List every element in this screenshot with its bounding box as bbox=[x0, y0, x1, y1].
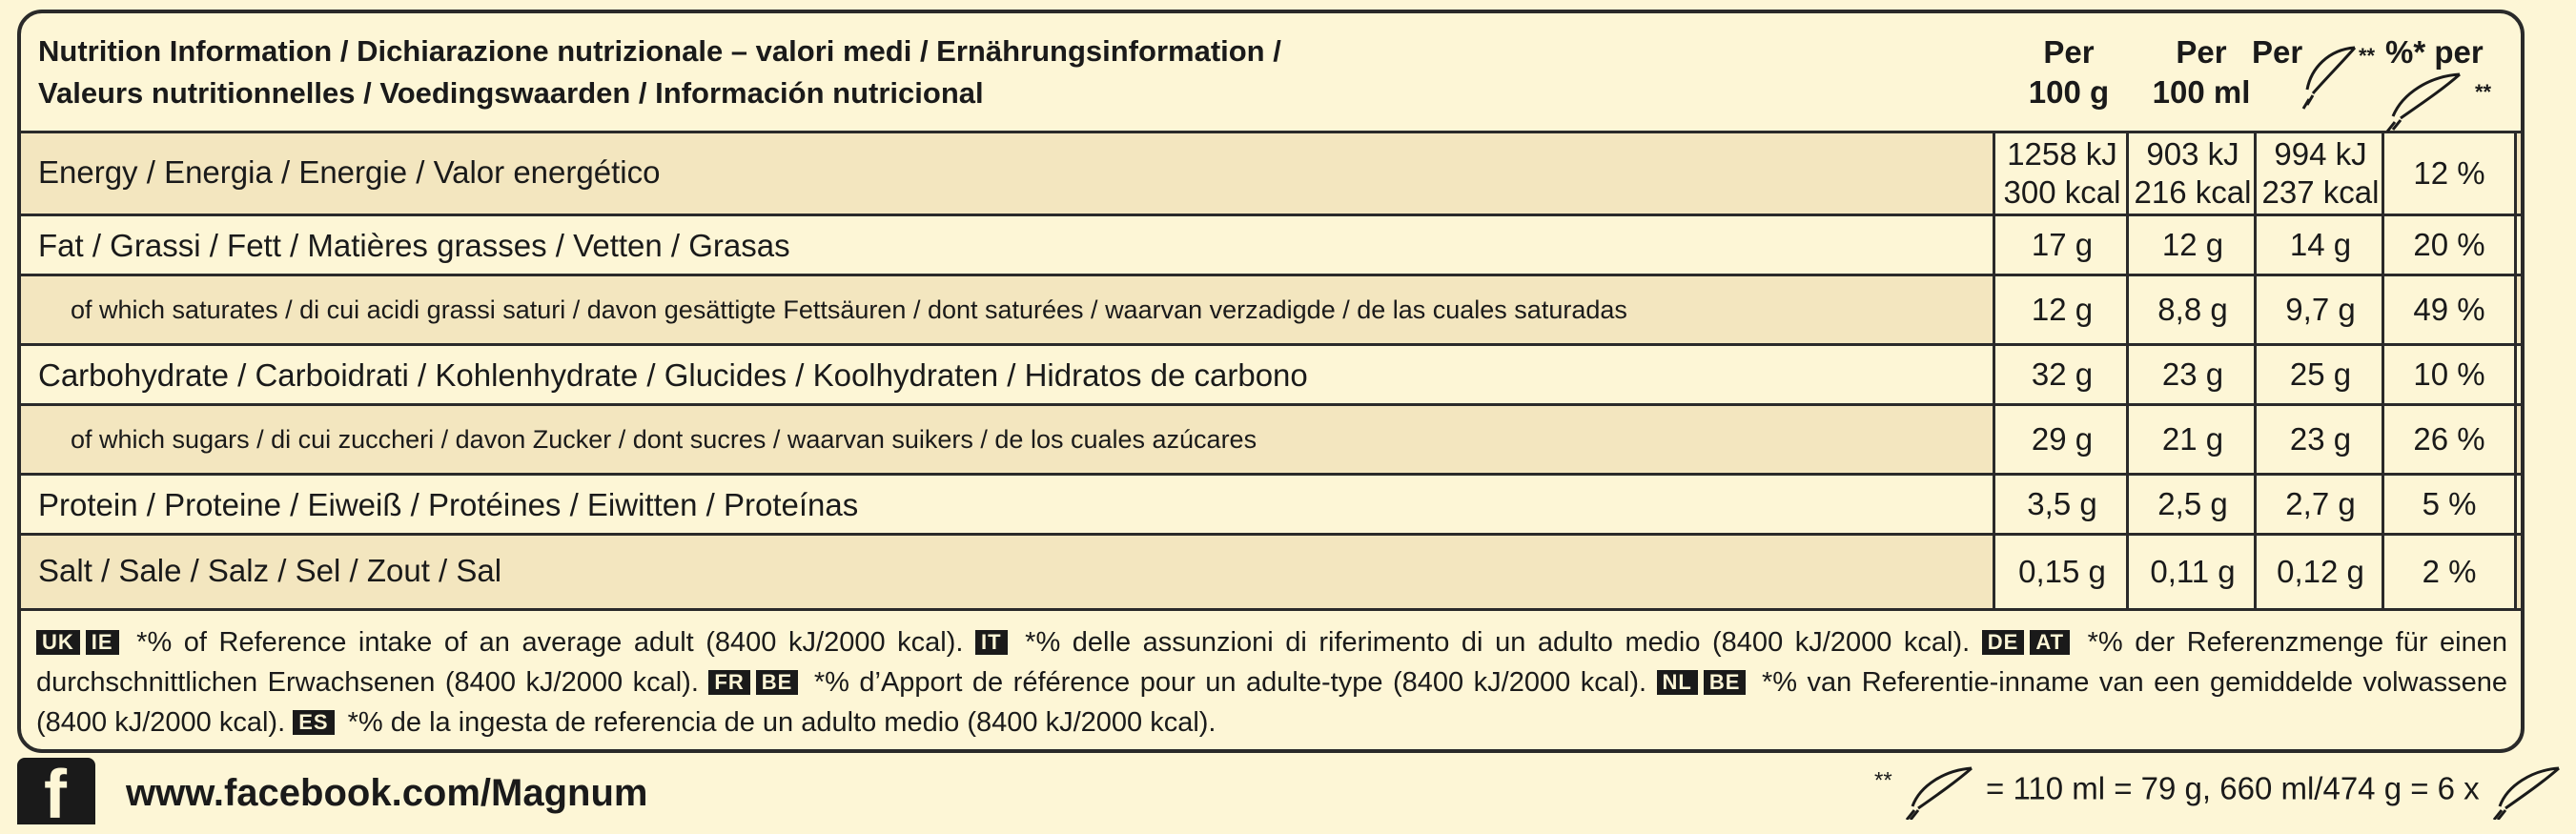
value-per-100ml: 903 kJ 216 kcal bbox=[2126, 133, 2257, 214]
country-badge-be: BE bbox=[1704, 670, 1747, 695]
table-row-saturates: of which saturates / di cui acidi grassi saturi / davon gesättigte Fettsäuren / dont saturées / waarvan verzadigde / de las cuales saturadas 12 g 8,8 g 9,7 g 49 % bbox=[21, 276, 2521, 346]
value-per-100ml: 2,5 g bbox=[2126, 476, 2257, 533]
facebook-icon[interactable]: f bbox=[17, 758, 95, 824]
table-header bbox=[21, 13, 2521, 133]
portion-note: ** = 110 ml = 79 g, 660 ml/474 g = 6 x bbox=[1874, 763, 2565, 820]
value-percent-ri: 5 % bbox=[2382, 476, 2517, 533]
table-title: Nutrition Information / Dichiarazione nutrizionale – valori medi / Ernährungsinformation / Valeurs nutritionnelles / Voedingswaarden / Información nutricional bbox=[38, 34, 1281, 110]
country-badge-be: BE bbox=[756, 670, 799, 695]
value-per-portion: 994 kJ 237 kcal bbox=[2254, 133, 2384, 214]
nutrition-table bbox=[17, 10, 2525, 753]
value-per-100ml: 12 g bbox=[2126, 216, 2257, 274]
ice-cream-stick-icon bbox=[2300, 40, 2366, 126]
value-per-100ml: 21 g bbox=[2126, 406, 2257, 473]
value-percent-ri: 10 % bbox=[2382, 346, 2517, 403]
country-badge-de: DE bbox=[1982, 630, 2025, 655]
value-per-portion: 25 g bbox=[2254, 346, 2384, 403]
table-row-salt: Salt / Sale / Salz / Sel / Zout / Sal 0,15 g 0,11 g 0,12 g 2 % bbox=[21, 536, 2521, 611]
value-per-100ml: 8,8 g bbox=[2126, 276, 2257, 343]
value-per-100ml: 23 g bbox=[2126, 346, 2257, 403]
facebook-link[interactable]: www.facebook.com/Magnum bbox=[126, 772, 648, 814]
value-per-portion: 2,7 g bbox=[2254, 476, 2384, 533]
value-per-100g: 0,15 g bbox=[1993, 536, 2129, 608]
value-percent-ri: 49 % bbox=[2382, 276, 2517, 343]
value-per-portion: 23 g bbox=[2254, 406, 2384, 473]
country-badge-fr: FR bbox=[708, 670, 749, 695]
table-row-fat: Fat / Grassi / Fett / Matières grasses / Vetten / Grasas 17 g 12 g 14 g 20 % bbox=[21, 216, 2521, 276]
value-per-100g: 12 g bbox=[1993, 276, 2129, 343]
country-badge-ie: IE bbox=[86, 630, 119, 655]
country-badge-es: ES bbox=[293, 710, 334, 735]
value-per-100g: 29 g bbox=[1993, 406, 2129, 473]
value-per-portion: 0,12 g bbox=[2254, 536, 2384, 608]
col-per-100ml: Per 100 ml bbox=[2152, 34, 2251, 110]
col-per-portion: Per ** bbox=[2252, 32, 2395, 72]
country-badge-at: AT bbox=[2030, 630, 2070, 655]
country-badge-uk: UK bbox=[36, 630, 80, 655]
reference-intake-footnote: UK IE *% of Reference intake of an average adult (8400 kJ/2000 kcal). IT *% delle assunzioni di riferimento di un adulto medio (8400 kJ/2000 kcal). DE AT *% der Referenzmenge für einen durchschnittlichen Erwachsenen (8400 kJ/2000 kcal). FR BE *% d’Apport de référence pour un adulte-type (8400 kJ/2000 kcal). NL BE *% van Referentie-inname van een gemiddelde volwassene (8400 kJ/2000 kcal). ES *% de la ingesta de referencia de un adulto medio (8400 kJ/2000 kcal). bbox=[36, 627, 2508, 738]
country-badge-nl: NL bbox=[1657, 670, 1698, 695]
value-per-100g: 17 g bbox=[1993, 216, 2129, 274]
value-per-portion: 9,7 g bbox=[2254, 276, 2384, 343]
col-per-100g: Per 100 g bbox=[2028, 34, 2110, 110]
value-per-portion: 14 g bbox=[2254, 216, 2384, 274]
value-percent-ri: 2 % bbox=[2382, 536, 2517, 608]
value-percent-ri: 20 % bbox=[2382, 216, 2517, 274]
col-percent-ri: %* per ** bbox=[2385, 32, 2519, 72]
value-percent-ri: 12 % bbox=[2382, 133, 2517, 214]
table-row-sugars: of which sugars / di cui zuccheri / davon Zucker / dont sucres / waarvan suikers / de los cuales azúcares 29 g 21 g 23 g 26 % bbox=[21, 406, 2521, 476]
value-per-100ml: 0,11 g bbox=[2126, 536, 2257, 608]
table-row-carbohydrate: Carbohydrate / Carboidrati / Kohlenhydrate / Glucides / Koolhydraten / Hidratos de carbono 32 g 23 g 25 g 10 % bbox=[21, 346, 2521, 406]
value-per-100g: 1258 kJ 300 kcal bbox=[1993, 133, 2129, 214]
country-badge-it: IT bbox=[975, 630, 1008, 655]
value-percent-ri: 26 % bbox=[2382, 406, 2517, 473]
value-per-100g: 32 g bbox=[1993, 346, 2129, 403]
table-row-energy: Energy / Energia / Energie / Valor energético 1258 kJ 300 kcal 903 kJ 216 kcal 994 kJ 237 kcal 12 % bbox=[21, 133, 2521, 216]
ice-cream-stick-icon bbox=[1901, 763, 1977, 820]
table-row-protein: Protein / Proteine / Eiweiß / Protéines / Eiwitten / Proteínas 3,5 g 2,5 g 2,7 g 5 % bbox=[21, 476, 2521, 536]
value-per-100g: 3,5 g bbox=[1993, 476, 2129, 533]
ice-cream-stick-icon bbox=[2488, 763, 2565, 820]
